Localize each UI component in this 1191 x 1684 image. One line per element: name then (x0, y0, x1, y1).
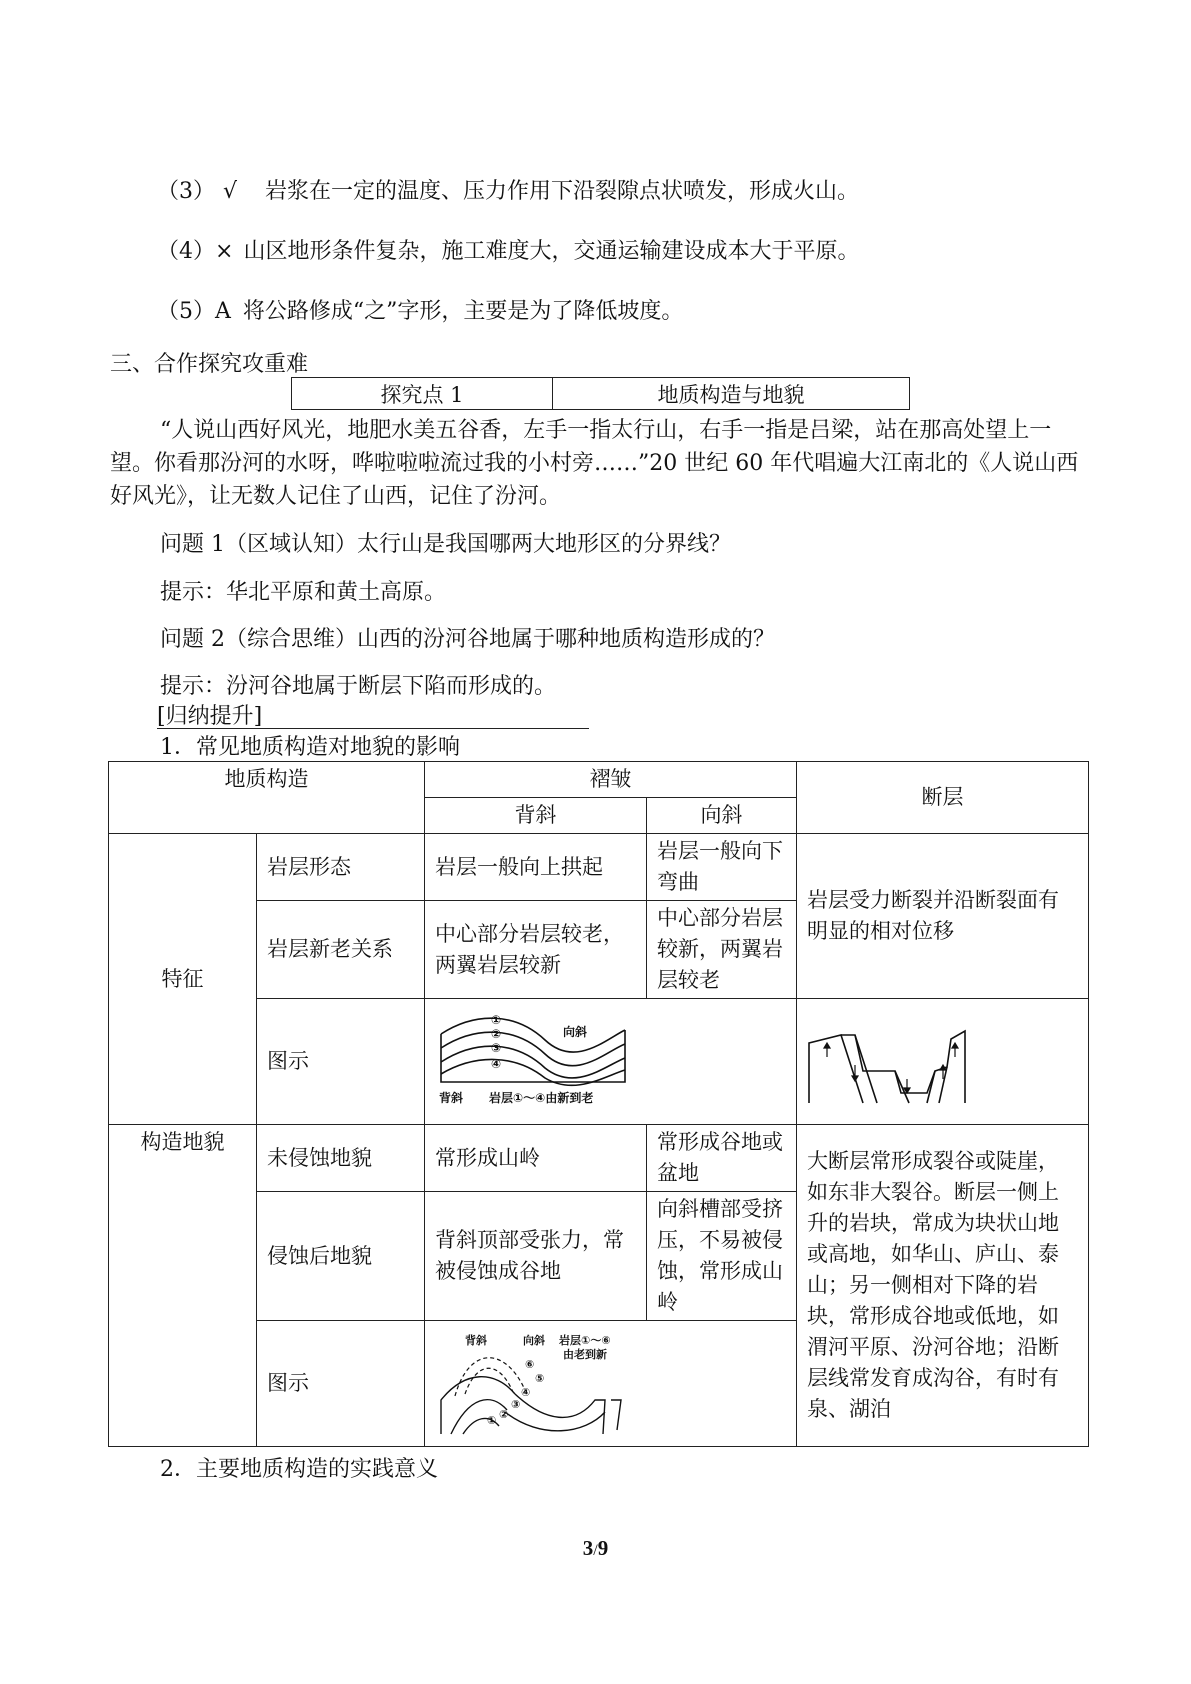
answer-4-num: （4） (157, 239, 215, 264)
fold-layer-1: ① (491, 1012, 502, 1027)
row-diagram-2: 图示 (257, 1321, 425, 1447)
header-fault: 断层 (797, 762, 1089, 834)
syncline-age: 中心部分岩层较新，两翼岩层较老 (647, 901, 797, 999)
eroded-layer-5: ⑤ (535, 1371, 545, 1385)
answer-4-mark: × (215, 239, 234, 264)
eroded-layer-2: ② (499, 1407, 509, 1421)
syncline-uneroded: 常形成谷地或盆地 (647, 1125, 797, 1192)
answer-3 (157, 177, 859, 207)
answer-5 (157, 297, 683, 327)
section-heading: 三、合作探究攻重难 (110, 352, 309, 377)
anticline-eroded: 背斜顶部受张力，常被侵蚀成谷地 (425, 1192, 647, 1321)
list-item-1: 1．常见地质构造对地貌的影响 (160, 735, 460, 760)
question-1: 问题 1（区域认知）太行山是我国哪两大地形区的分界线？ (160, 532, 731, 557)
fault-feature: 岩层受力断裂并沿断裂面有明显的相对位移 (797, 834, 1089, 999)
fault-diagram (805, 1017, 975, 1107)
eroded-layer-1: ① (487, 1413, 497, 1427)
anticline-shape: 岩层一般向上拱起 (425, 834, 647, 901)
group-landform: 构造地貌 (109, 1125, 257, 1447)
summary-underline (157, 728, 589, 729)
fold-caption: 岩层①～④由新到老 (489, 1090, 594, 1105)
answer-4-text: 山区地形条件复杂，施工难度大，交通运输建设成本大于平原。 (243, 239, 860, 264)
header-anticline: 背斜 (425, 798, 647, 834)
summary-label: [归纳提升] (157, 704, 263, 729)
list-item-2: 2．主要地质构造的实践意义 (160, 1457, 438, 1482)
row-rock-age: 岩层新老关系 (257, 901, 425, 999)
eroded-diagram-cell (425, 1321, 797, 1447)
fold-anticline-label: 背斜 (439, 1090, 464, 1105)
geology-table (108, 761, 1089, 1447)
row-eroded: 侵蚀后地貌 (257, 1192, 425, 1321)
header-structure: 地质构造 (109, 762, 425, 834)
fold-layer-2: ② (491, 1026, 502, 1041)
answer-3-text: 岩浆在一定的温度、压力作用下沿裂隙点状喷发，形成火山。 (265, 179, 860, 204)
answer-hint-1: 提示：华北平原和黄土高原。 (160, 580, 447, 605)
eroded-caption-b: 由老到新 (563, 1347, 607, 1361)
fault-landform: 大断层常形成裂谷或陡崖，如东非大裂谷。断层一侧上升的岩块，常成为块状山地或高地，如华山、庐山、泰山；另一侧相对下降的岩块，常形成谷地或低地，如渭河平原、汾河谷地；沿断层线常发育成沟谷，有时有泉、湖泊 (797, 1125, 1089, 1447)
answer-hint-2: 提示：汾河谷地属于断层下陷而形成的。 (160, 674, 557, 699)
page-total: 9 (597, 1536, 609, 1560)
intro-paragraph: “人说山西好风光，地肥水美五谷香，左手一指太行山，右手一指是吕梁，站在那高处望上一望。你看那汾河的水呀，哗啦啦啦流过我的小村旁……”20 世纪 60 年代唱遍大江南北的《人说山西好风光》，让无数人记住了山西，记住了汾河。 (110, 418, 1079, 509)
eroded-layer-6: ⑥ (525, 1357, 535, 1371)
fold-syncline-label: 向斜 (563, 1024, 588, 1039)
fold-layer-4: ④ (491, 1056, 502, 1071)
question-2: 问题 2（综合思维）山西的汾河谷地属于哪种地质构造形成的？ (160, 627, 775, 652)
page-sep: / (593, 1542, 598, 1559)
fold-layer-3: ③ (491, 1040, 502, 1055)
answer-4 (157, 237, 859, 267)
fold-diagram-cell (425, 999, 797, 1125)
fold-diagram (435, 1010, 635, 1114)
eroded-caption-a: 岩层①～⑥ (559, 1333, 611, 1347)
eroded-fold-diagram (435, 1330, 635, 1438)
answer-3-num: （3） (157, 179, 215, 204)
anticline-age: 中心部分岩层较老，两翼岩层较新 (425, 901, 647, 999)
eroded-layer-3: ③ (511, 1397, 521, 1411)
eroded-syncline-label: 向斜 (523, 1333, 545, 1347)
probe-box (291, 377, 910, 410)
eroded-anticline-label: 背斜 (465, 1333, 487, 1347)
answer-5-mark: A (215, 299, 231, 324)
fault-diagram-cell (797, 999, 1089, 1125)
syncline-shape: 岩层一般向下弯曲 (647, 834, 797, 901)
page-current: 3 (582, 1536, 594, 1560)
page-number (0, 1536, 1191, 1561)
header-fold: 褶皱 (425, 762, 797, 798)
anticline-uneroded: 常形成山岭 (425, 1125, 647, 1192)
syncline-eroded: 向斜槽部受挤压，不易被侵蚀，常形成山岭 (647, 1192, 797, 1321)
row-diagram: 图示 (257, 999, 425, 1125)
group-features: 特征 (109, 834, 257, 1125)
answer-5-num: （5） (157, 299, 215, 324)
answer-3-mark: √ (223, 179, 238, 204)
probe-box-right: 地质构造与地貌 (553, 378, 910, 410)
probe-box-left: 探究点 1 (292, 378, 553, 410)
row-uneroded: 未侵蚀地貌 (257, 1125, 425, 1192)
header-syncline: 向斜 (647, 798, 797, 834)
row-rock-shape: 岩层形态 (257, 834, 425, 901)
eroded-layer-4: ④ (521, 1385, 531, 1399)
answer-5-text: 将公路修成“之”字形，主要是为了降低坡度。 (242, 299, 684, 324)
